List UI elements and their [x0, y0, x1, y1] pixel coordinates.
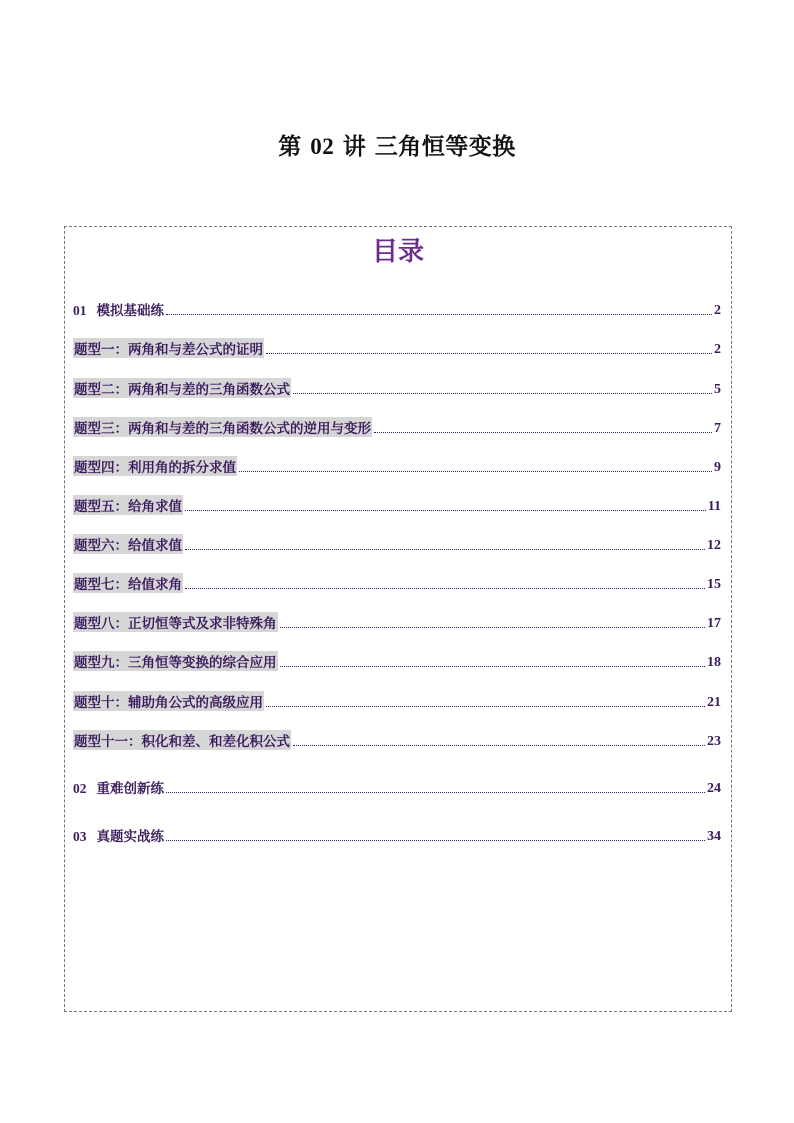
title-prefix: 第 — [278, 134, 302, 160]
page-number: 9 — [714, 460, 721, 475]
toc-entry-label: 重难创新练 — [96, 781, 164, 797]
section-number: 02 — [73, 781, 87, 796]
dot-leader — [166, 313, 712, 315]
dot-leader — [185, 548, 705, 550]
toc-entry-label: 题型十：辅助角公式的高级应用 — [73, 691, 264, 711]
dot-leader — [374, 431, 712, 433]
page-number: 34 — [707, 829, 721, 844]
toc-entry-type-11[interactable] — [73, 730, 721, 750]
toc-entry-type-7[interactable] — [73, 573, 721, 593]
toc-entry-type-10[interactable] — [73, 691, 721, 711]
toc-entry-type-4[interactable] — [73, 456, 721, 476]
dot-leader — [266, 705, 705, 707]
page-number: 2 — [714, 342, 721, 357]
toc-entry-label: 题型七：给值求角 — [73, 573, 183, 593]
page-number: 15 — [707, 577, 721, 592]
dot-leader — [185, 587, 705, 589]
toc-entry-label: 题型九：三角恒等变换的综合应用 — [73, 651, 278, 671]
toc-entry-type-9[interactable] — [73, 651, 721, 671]
toc-entry-label: 真题实战练 — [96, 829, 164, 845]
toc-entry-type-6[interactable] — [73, 534, 721, 554]
toc-entry-type-1[interactable] — [73, 338, 721, 358]
toc-entry-label: 题型一：两角和与差公式的证明 — [73, 338, 264, 358]
page-number: 17 — [707, 616, 721, 631]
toc-entry-type-3[interactable] — [73, 417, 721, 437]
title-suffix: 讲 三角恒等变换 — [342, 134, 516, 160]
page-number: 12 — [707, 538, 721, 553]
toc-entry-label: 题型五：给角求值 — [73, 495, 183, 515]
dot-leader — [166, 839, 705, 841]
dot-leader — [185, 509, 706, 511]
document-title — [0, 128, 794, 161]
toc-entry-label: 题型三：两角和与差的三角函数公式的逆用与变形 — [73, 417, 372, 437]
page-number: 23 — [707, 734, 721, 749]
toc-entry-label: 题型十一：积化和差、和差化积公式 — [73, 730, 291, 750]
toc-heading: 目录 — [371, 237, 424, 267]
toc-entry-label: 题型八：正切恒等式及求非特殊角 — [73, 612, 278, 632]
toc-entry-type-2[interactable] — [73, 378, 721, 398]
toc-entry-type-5[interactable] — [73, 495, 721, 515]
page-number: 24 — [707, 781, 721, 796]
toc-entry-section-02[interactable] — [73, 777, 721, 797]
page-number: 2 — [714, 303, 721, 318]
dot-leader — [266, 352, 712, 354]
toc-entry-label: 题型四：利用角的拆分求值 — [73, 456, 237, 476]
dot-leader — [239, 470, 712, 472]
dot-leader — [280, 626, 706, 628]
dot-leader — [166, 791, 705, 793]
toc-entry-section-01[interactable] — [73, 299, 721, 319]
toc-entry-section-03[interactable] — [73, 825, 721, 845]
page-number: 21 — [707, 695, 721, 710]
table-of-contents — [64, 226, 732, 1012]
page-number: 7 — [714, 421, 721, 436]
title-number: 02 — [310, 134, 335, 159]
dot-leader — [293, 744, 705, 746]
toc-entry-label: 模拟基础练 — [96, 303, 164, 319]
page-number: 5 — [714, 382, 721, 397]
toc-entry-type-8[interactable] — [73, 612, 721, 632]
toc-entry-label: 题型六：给值求值 — [73, 534, 183, 554]
page-number: 11 — [707, 499, 721, 514]
toc-entry-label: 题型二：两角和与差的三角函数公式 — [73, 378, 291, 398]
dot-leader — [293, 392, 712, 394]
dot-leader — [280, 665, 706, 667]
section-number: 01 — [73, 303, 87, 318]
section-number: 03 — [73, 829, 87, 844]
page-number: 18 — [707, 655, 721, 670]
